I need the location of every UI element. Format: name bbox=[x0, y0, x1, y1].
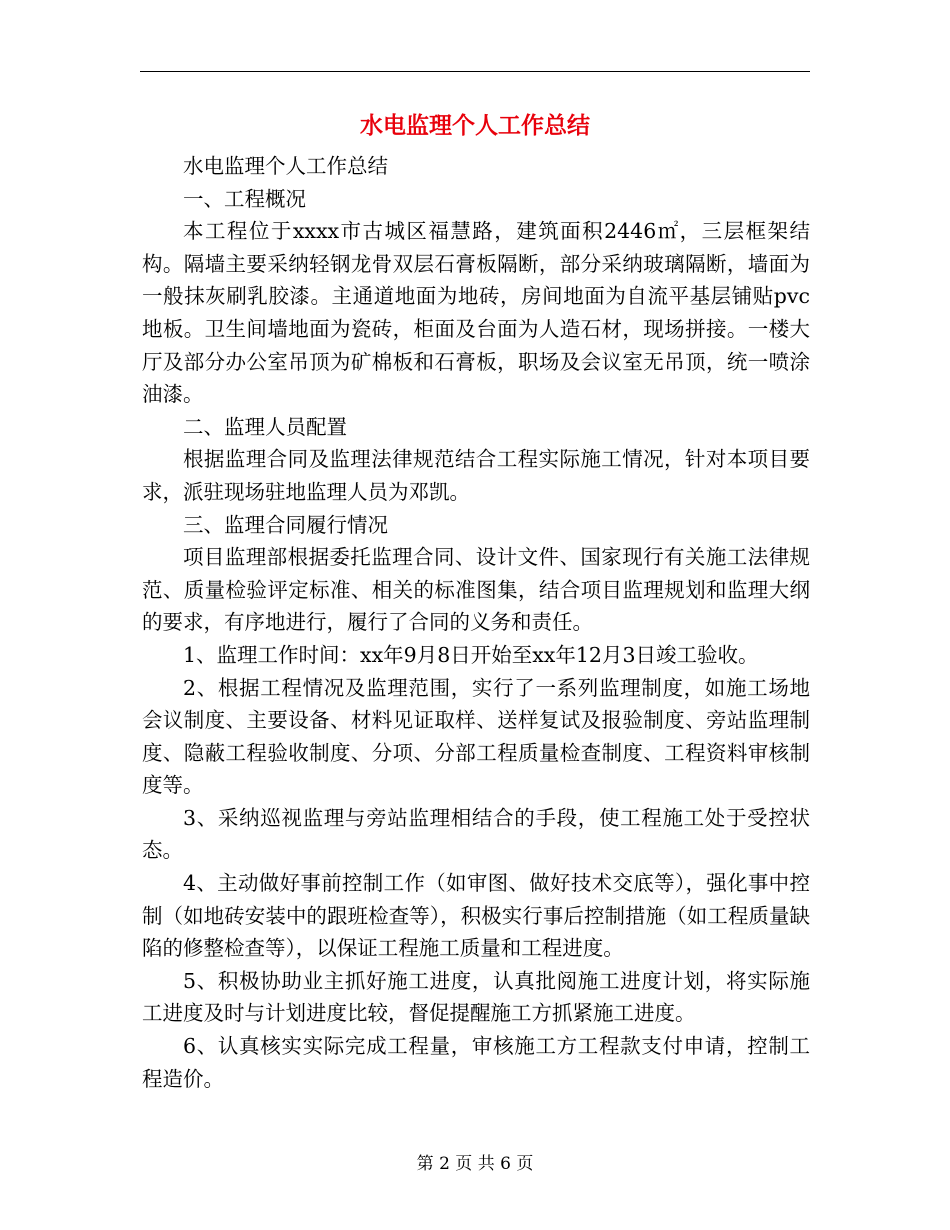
list-item-1: 1、监理工作时间：xx年9月8日开始至xx年12月3日竣工验收。 bbox=[183, 642, 759, 667]
heading-staff-allocation: 二、监理人员配置 bbox=[183, 414, 347, 439]
document-title: 水电监理个人工作总结 bbox=[360, 112, 590, 139]
document-body bbox=[142, 150, 810, 1095]
footer-total-pages: 6 bbox=[500, 1154, 511, 1174]
paragraph-staff-allocation: 根据监理合同及监理法律规范结合工程实际施工情况，针对本项目要求，派驻现场驻地监理人员为邓凯。 bbox=[142, 447, 810, 504]
footer-prefix: 第 bbox=[416, 1154, 434, 1174]
list-item-5: 5、积极协助业主抓好施工进度，认真批阅施工进度计划，将实际施工进度及时与计划进度比较，督促提醒施工方抓紧施工进度。 bbox=[142, 968, 810, 1026]
paragraph-project-overview: 本工程位于xxxx市古城区福慧路，建筑面积2446㎡，三层框架结构。隔墙主要采纳轻钢龙骨双层石膏板隔断，部分采纳玻璃隔断，墙面为一般抹灰刷乳胶漆。主通道地面为地砖，房间地面为自流平基层铺贴pvc地板。卫生间墙地面为瓷砖，柜面及台面为人造石材，现场拼接。一楼大厅及部分办公室吊顶为矿棉板和石膏板，职场及会议室无吊顶，统一喷涂油漆。 bbox=[142, 219, 810, 407]
page-footer bbox=[0, 1152, 950, 1176]
paragraph-subtitle: 水电监理个人工作总结 bbox=[183, 154, 388, 178]
heading-contract-performance: 三、监理合同履行情况 bbox=[183, 512, 388, 537]
paragraph-contract-performance: 项目监理部根据委托监理合同、设计文件、国家现行有关施工法律规范、质量检验评定标准、相关的标准图集，结合项目监理规划和监理大纲的要求，有序地进行，履行了合同的义务和责任。 bbox=[142, 545, 810, 635]
list-item-6: 6、认真核实实际完成工程量，审核施工方工程款支付申请，控制工程造价。 bbox=[142, 1034, 810, 1091]
footer-suffix: 页 bbox=[516, 1154, 534, 1174]
header-rule bbox=[140, 71, 810, 72]
footer-current-page: 2 bbox=[439, 1154, 450, 1174]
list-item-2: 2、根据工程情况及监理范围，实行了一系列监理制度，如施工场地会议制度、主要设备、材料见证取样、送样复试及报验制度、旁站监理制度、隐蔽工程验收制度、分项、分部工程质量检查制度、工程资料审核制度等。 bbox=[142, 675, 810, 798]
list-item-3: 3、采纳巡视监理与旁站监理相结合的手段，使工程施工处于受控状态。 bbox=[142, 805, 810, 863]
footer-middle: 页 共 bbox=[455, 1154, 495, 1174]
heading-project-overview: 一、工程概况 bbox=[183, 186, 306, 211]
list-item-4: 4、主动做好事前控制工作（如审图、做好技术交底等），强化事中控制（如地砖安装中的跟班检查等），积极实行事后控制措施（如工程质量缺陷的修整检查等），以保证工程施工质量和工程进度。 bbox=[142, 871, 810, 961]
